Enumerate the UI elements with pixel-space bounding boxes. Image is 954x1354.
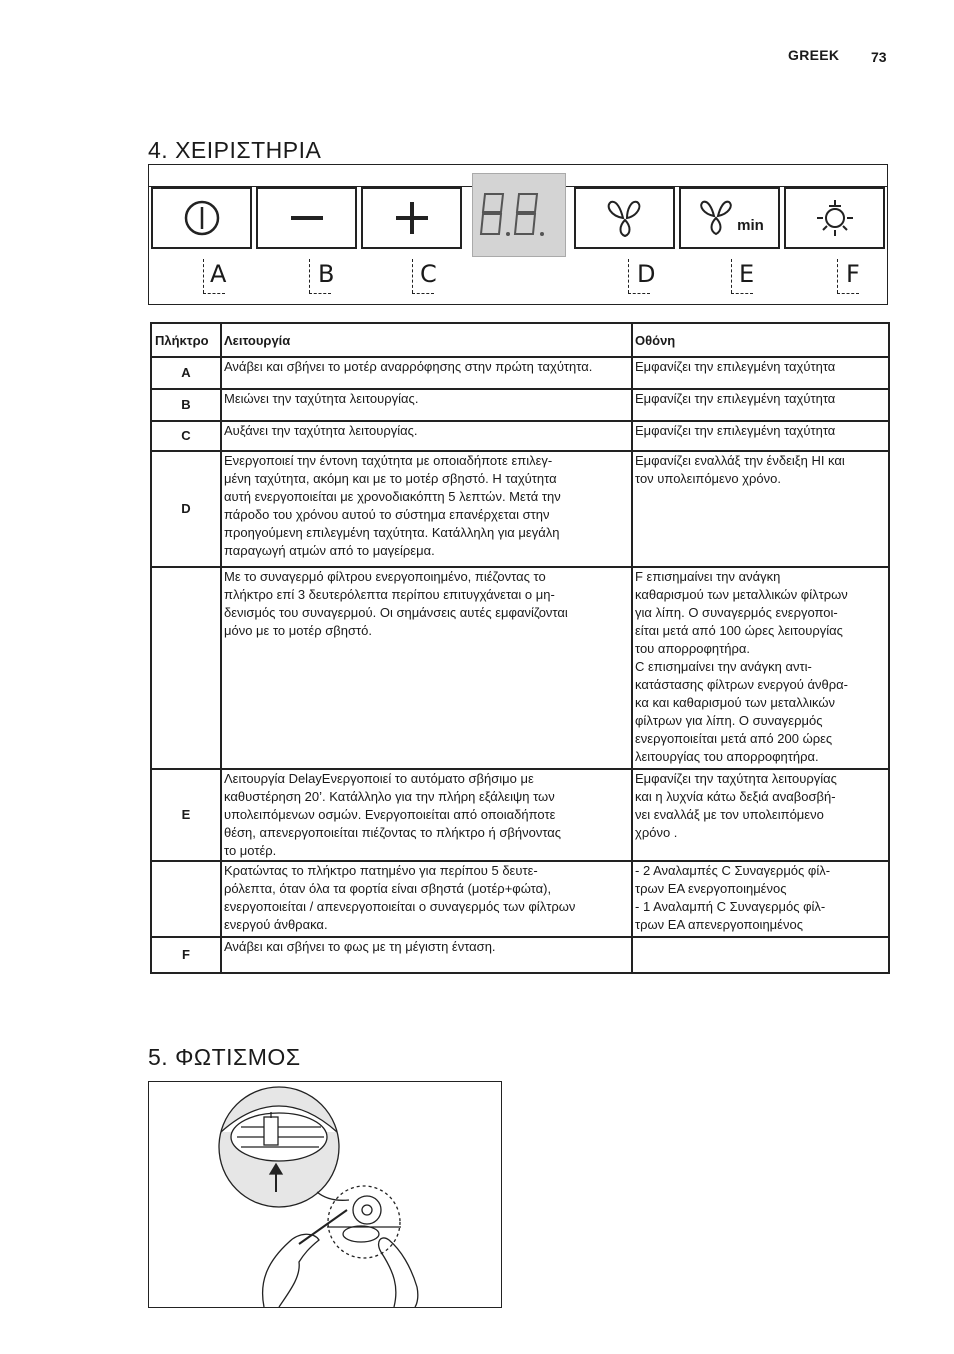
fan-boost-key <box>574 187 675 249</box>
row-display: Εμφανίζει την επιλεγμένη ταχύτητα <box>632 389 889 421</box>
row-key: A <box>151 357 221 389</box>
power-key <box>151 187 252 249</box>
seven-segment-display <box>472 173 566 257</box>
leader-line-c <box>412 259 413 293</box>
light-bulb-icon <box>813 198 857 238</box>
section-title-lighting: 5. ΦΩΤΙΣΜΟΣ <box>148 1044 301 1070</box>
leader-base-b <box>309 293 331 294</box>
plus-key <box>361 187 462 249</box>
row-display: - 2 Αναλαμπές C Συναγερμός φίλ- τρων EA ενεργοποιημένος - 1 Αναλαμπή C Συναγερμός φίλ- τρων EA απενεργοποιημένος <box>632 861 889 937</box>
row-key: B <box>151 389 221 421</box>
row-key: C <box>151 421 221 451</box>
section-title-controls: 4. ΧΕΙΡΙΣΤΗΡΙΑ <box>148 137 322 163</box>
fan-min-key <box>679 187 780 249</box>
display-readout: 8.8. <box>519 238 521 239</box>
minus-icon <box>287 198 327 238</box>
table-row <box>151 861 889 937</box>
label-f: F <box>846 260 860 288</box>
label-e: E <box>739 260 755 288</box>
label-d: D <box>637 260 656 288</box>
table-row <box>151 451 889 567</box>
plus-icon <box>392 198 432 238</box>
display-segments <box>479 190 559 240</box>
page-number: 73 <box>871 49 887 65</box>
header-language: GREEK <box>788 47 840 63</box>
row-display: Εμφανίζει εναλλάξ την ένδειξη HI και τον υπολειπόμενο χρόνο. <box>632 451 889 567</box>
light-key <box>784 187 885 249</box>
row-display <box>632 937 889 973</box>
fan-icon <box>601 198 649 238</box>
leader-line-f <box>837 259 838 293</box>
table-row <box>151 769 889 861</box>
label-c: C <box>420 260 437 288</box>
leader-line-b <box>309 259 310 293</box>
row-function: Ανάβει και σβήνει το μοτέρ αναρρόφησης στην πρώτη ταχύτητα. <box>221 357 632 389</box>
leader-line-a <box>203 259 204 293</box>
control-panel-diagram <box>148 164 888 305</box>
table-row <box>151 357 889 389</box>
row-display: Εμφανίζει την ταχύτητα λειτουργίας και η λυχνία κάτω δεξιά αναβοσβή- νει εναλλάξ με τον υπολειπόμενο χρόνο . <box>632 769 889 861</box>
row-function: Κρατώντας το πλήκτρο πατημένο για περίπου 5 δευτε- ρόλεπτα, όταν όλα τα φορτία είναι σβηστά (μοτέρ+φώτα), ενεργοποιείται / απενεργοποιείται ο συναγερμός των φίλτρων ενεργού άνθρακα. <box>221 861 632 937</box>
leader-base-a <box>203 293 225 294</box>
leader-base-e <box>731 293 753 294</box>
row-display: Εμφανίζει την επιλεγμένη ταχύτητα <box>632 421 889 451</box>
header-key: Πλήκτρο <box>151 323 221 357</box>
leader-line-d <box>628 259 629 293</box>
row-function: Αυξάνει την ταχύτητα λειτουργίας. <box>221 421 632 451</box>
row-key: F <box>151 937 221 973</box>
leader-base-d <box>628 293 650 294</box>
header-display: Οθόνη <box>632 323 889 357</box>
row-function: Ενεργοποιεί την έντονη ταχύτητα με οποιαδήποτε επιλεγ- μένη ταχύτητα, ακόμη και με το μοτέρ σβηστό. Η ταχύτητα αυτή ενεργοποιείται με χρονοδιακόπτη 5 λεπτών. Μετά την πάροδο του χρόνου αυτού το σύστημα επανέρχεται στην προηγούμενη επιλεγμένη ταχύτητα. Κατάλληλη για μεγάλη παραγωγή ατμών από το μαγείρεμα. <box>221 451 632 567</box>
power-icon <box>182 198 222 238</box>
row-function: Λειτουργία DelayΕνεργοποιεί το αυτόματο σβήσιμο με καθυστέρηση 20’. Κατάλληλο για την πλήρη εξάλειψη των υπολειπόμενων οσμών. Ενεργοποιείται από οποιαδήποτε θέση, απενεργοποιείται πιέζοντας το πλήκτρο ή σβήνοντας το μοτέρ. <box>221 769 632 861</box>
lamp-replacement-drawing <box>149 1082 501 1307</box>
row-key: E <box>151 769 221 861</box>
header-function: Λειτουργία <box>221 323 632 357</box>
table-row <box>151 389 889 421</box>
label-b: B <box>318 260 335 288</box>
row-function: Μειώνει την ταχύτητα λειτουργίας. <box>221 389 632 421</box>
row-display: F επισημαίνει την ανάγκη καθαρισμού των μεταλλικών φίλτρων για λίπη. Ο συναγερμός ενεργοποι- είται μετά από 100 ώρες λειτουργίας του απορροφητήρα. C επισημαίνει την ανάγκη αντι- κατάστασης φίλτρων ενεργού άνθρα- κα και καθαρισμού των μεταλλικών φίλτρων για λίπη. Ο συναγερμός ενεργοποιείται μετά από 200 ώρες λειτουργίας του απορροφητήρα. <box>632 567 889 769</box>
leader-line-e <box>731 259 732 293</box>
controls-table <box>150 322 890 974</box>
row-key <box>151 861 221 937</box>
label-a: A <box>210 260 227 288</box>
minus-key <box>256 187 357 249</box>
table-header-row <box>151 323 889 357</box>
lighting-illustration <box>148 1081 502 1308</box>
table-row <box>151 937 889 973</box>
leader-base-c <box>412 293 434 294</box>
row-function: Με το συναγερμό φίλτρου ενεργοποιημένο, πιέζοντας το πλήκτρο επί 3 δευτερόλεπτα περίπου επιτυγχάνεται ο μη- δενισμός του συναγερμού. Οι σημάνσεις αυτές εμφανίζονται μόνο με το μοτέρ σβηστό. <box>221 567 632 769</box>
row-display: Εμφανίζει την επιλεγμένη ταχύτητα <box>632 357 889 389</box>
row-key <box>151 567 221 769</box>
table-row <box>151 421 889 451</box>
table-row <box>151 567 889 769</box>
fan-min-icon <box>695 198 737 238</box>
row-key: D <box>151 451 221 567</box>
leader-base-f <box>837 293 859 294</box>
row-function: Ανάβει και σβήνει το φως με τη μέγιστη ένταση. <box>221 937 632 973</box>
fan-min-label: min <box>737 216 764 234</box>
